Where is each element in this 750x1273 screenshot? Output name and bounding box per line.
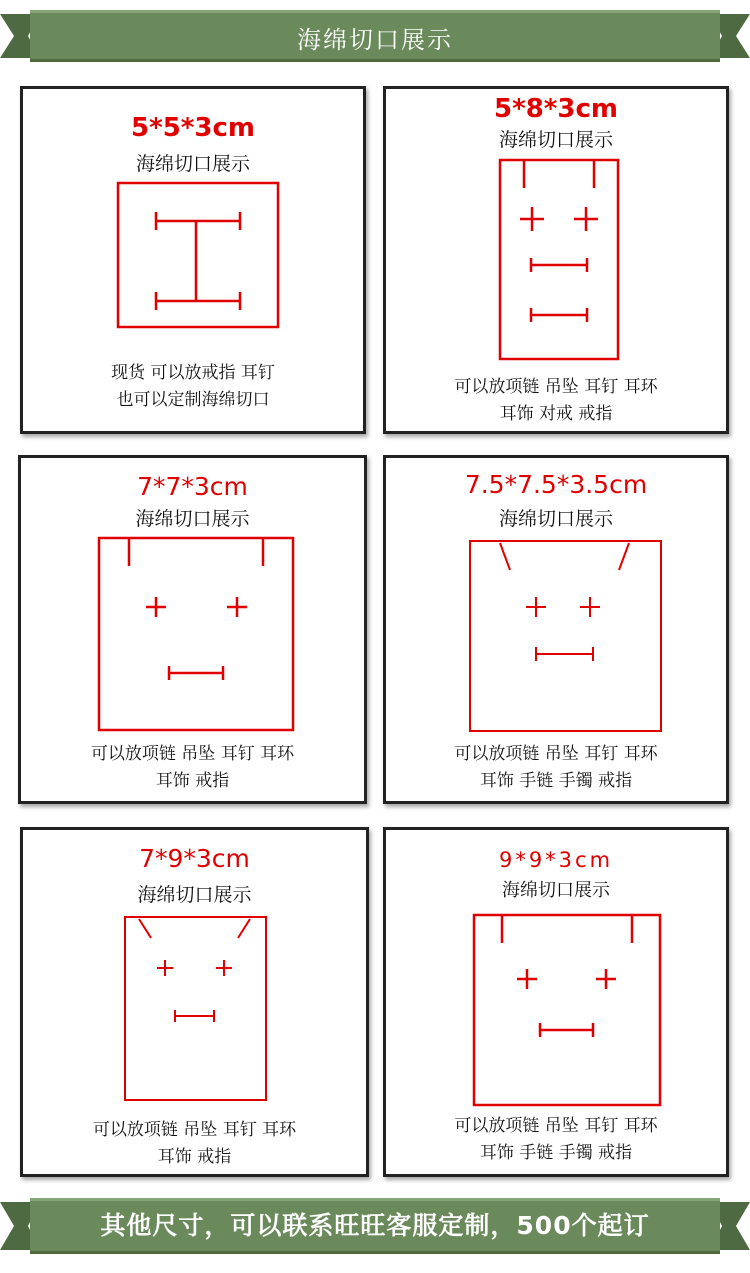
header-ribbon [0,10,750,62]
subtitle-label: 海绵切口展示 [502,880,610,901]
sponge-cut-diagram [468,539,663,733]
description-line-1: 可以放项链 吊坠 耳钉 耳环 [90,744,295,764]
size-label: 9*9*3cm [498,848,614,872]
sponge-cut-diagram [123,915,268,1102]
description-line-2: 耳饰 戒指 [155,771,230,791]
description-line-1: 可以放项链 吊坠 耳钉 耳环 [454,377,658,397]
product-card-4 [383,455,729,804]
description [23,360,363,414]
sponge-cut-diagram [472,913,662,1107]
description-line-1: 现货 可以放戒指 耳钉 [111,363,275,383]
subtitle-label: 海绵切口展示 [498,129,613,151]
description-line-2: 耳饰 手链 手镯 戒指 [479,1143,633,1163]
description-line-2: 耳饰 手链 手镯 戒指 [479,771,633,791]
description-line-2: 耳饰 戒指 [157,1147,232,1167]
subtitle-label: 海绵切口展示 [498,508,613,530]
description-line-1: 可以放项链 吊坠 耳钉 耳环 [454,744,658,764]
description [386,1113,726,1167]
description [386,374,726,428]
description-line-2: 也可以定制海绵切口 [116,390,270,410]
description [21,741,364,795]
subtitle-label: 海绵切口展示 [135,153,250,175]
size-label: 5*5*3cm [131,113,255,143]
description [386,741,726,795]
product-card-1 [20,86,366,434]
description [23,1117,366,1171]
product-card-6 [383,827,729,1177]
footer-notice: 其他尺寸，可以联系旺旺客服定制，500个起订 [100,1211,650,1240]
subtitle-label: 海绵切口展示 [137,884,252,906]
sponge-cut-diagram [97,536,295,732]
description-line-2: 耳饰 对戒 戒指 [499,404,613,424]
description-line-1: 可以放项链 吊坠 耳钉 耳环 [92,1120,297,1140]
size-label: 5*8*3cm [494,94,618,124]
product-card-5 [20,827,369,1177]
page-title: 海绵切口展示 [297,26,453,54]
sponge-cut-diagram [116,181,280,329]
subtitle-label: 海绵切口展示 [135,508,250,530]
product-card-3 [18,455,367,804]
size-label: 7*9*3cm [139,844,250,873]
footer-ribbon [0,1198,750,1254]
description-line-1: 可以放项链 吊坠 耳钉 耳环 [454,1116,658,1136]
size-label: 7.5*7.5*3.5cm [464,470,648,499]
size-label: 7*7*3cm [137,472,248,501]
product-card-2 [383,86,729,434]
sponge-cut-diagram [498,158,620,361]
